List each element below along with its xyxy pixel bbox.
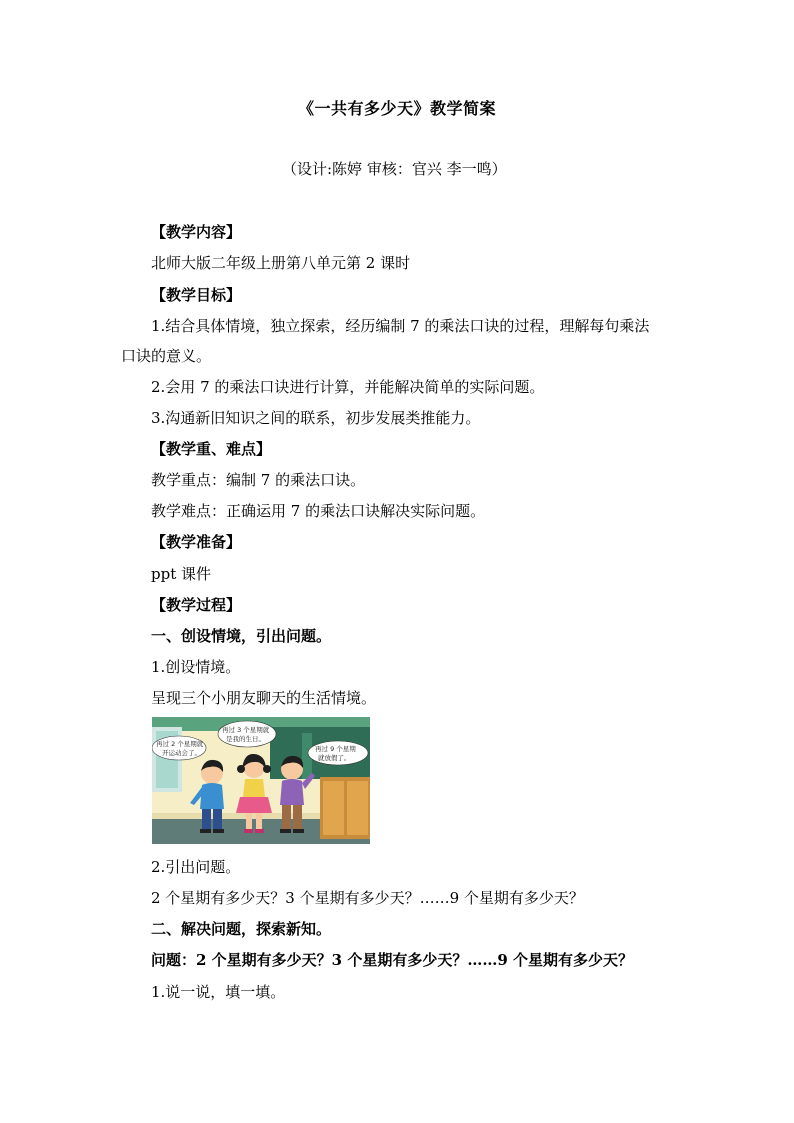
bubble-left-line-2: 开运动会了。 bbox=[162, 749, 201, 757]
goal-3: 3.沟通新旧知识之间的联系，初步发展类推能力。 bbox=[151, 409, 481, 427]
section-heading-goals: 【教学目标】 bbox=[151, 286, 242, 304]
step-1-2: 2.引出问题。 bbox=[151, 858, 241, 876]
classroom-illustration bbox=[152, 717, 370, 844]
section-heading-process: 【教学过程】 bbox=[151, 596, 242, 614]
goal-2: 2.会用 7 的乘法口诀进行计算，并能解决简单的实际问题。 bbox=[151, 378, 545, 396]
keypoint-text: 教学重点：编制 7 的乘法口诀。 bbox=[151, 471, 366, 489]
goal-1-line-2: 口诀的意义。 bbox=[121, 347, 212, 365]
step-1-1-text: 呈现三个小朋友聊天的生活情境。 bbox=[151, 689, 377, 707]
goal-1-line-1: 1.结合具体情境，独立探索，经历编制 7 的乘法口诀的过程，理解每句乘法 bbox=[151, 317, 650, 335]
document-title: 《一共有多少天》教学简案 bbox=[297, 99, 496, 118]
bubble-right-line-1: 再过 9 个星期 bbox=[315, 745, 356, 753]
bubble-right-line-2: 就放假了。 bbox=[318, 754, 351, 762]
section-heading-prep: 【教学准备】 bbox=[151, 533, 242, 551]
step-1-1: 1.创设情境。 bbox=[151, 658, 241, 676]
document-credits: （设计:陈婷 审核：官兴 李一鸣） bbox=[282, 160, 507, 178]
content-text: 北师大版二年级上册第八单元第 2 课时 bbox=[151, 254, 411, 272]
bubble-left-line-1: 再过 2 个星期就 bbox=[156, 740, 204, 748]
step-2-heading: 二、解决问题，探索新知。 bbox=[151, 920, 332, 938]
step-1-heading: 一、创设情境，引出问题。 bbox=[151, 627, 332, 645]
section-heading-content: 【教学内容】 bbox=[151, 223, 242, 241]
step-2-question: 问题：2 个星期有多少天？3 个星期有多少天？……9 个星期有多少天？ bbox=[151, 951, 633, 969]
step-2-1: 1.说一说，填一填。 bbox=[151, 983, 286, 1001]
step-1-2-text: 2 个星期有多少天？3 个星期有多少天？……9 个星期有多少天？ bbox=[151, 889, 584, 907]
section-heading-keypoints: 【教学重、难点】 bbox=[151, 440, 272, 458]
bubble-middle-line-2: 是我的生日。 bbox=[226, 735, 265, 743]
bubble-middle-line-1: 再过 3 个星期就 bbox=[222, 726, 270, 734]
difficulty-text: 教学难点：正确运用 7 的乘法口诀解决实际问题。 bbox=[151, 502, 486, 520]
prep-text: ppt 课件 bbox=[151, 565, 212, 583]
